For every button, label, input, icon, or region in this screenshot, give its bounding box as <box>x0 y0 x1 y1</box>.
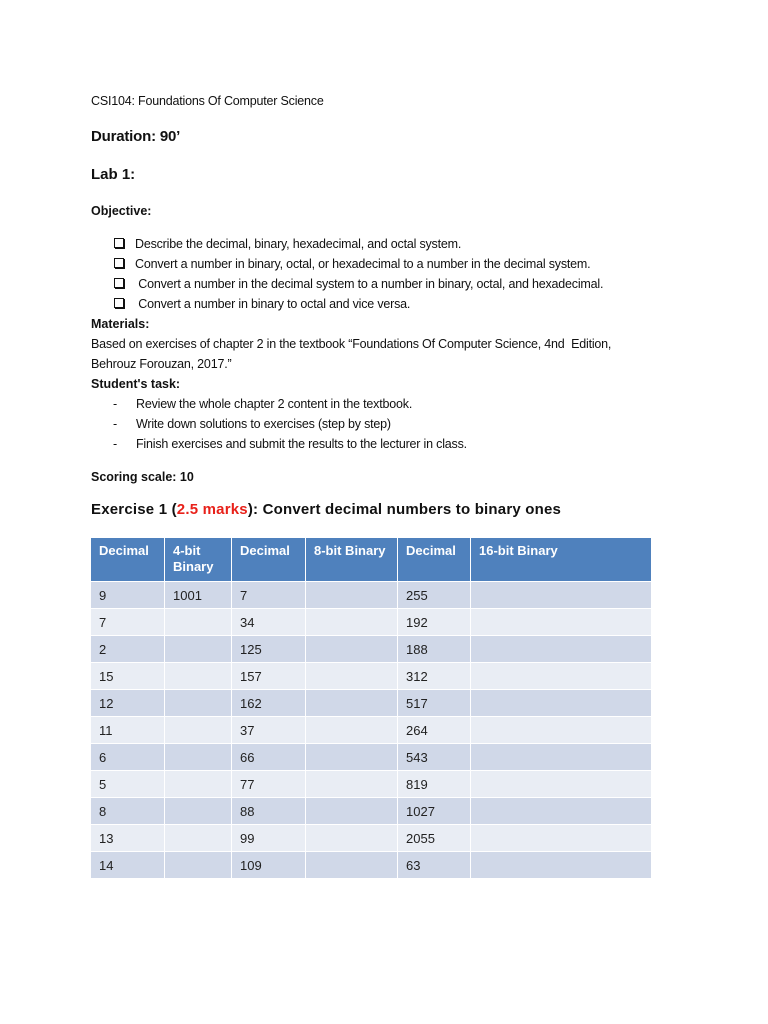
table-cell: 264 <box>398 717 471 744</box>
table-cell <box>165 609 232 636</box>
table-cell: 192 <box>398 609 471 636</box>
dash-bullet: - <box>113 397 117 411</box>
table-cell <box>306 609 398 636</box>
objective-text: Convert a number in the decimal system to a number in binary, octal, and hexadecimal. <box>135 277 604 291</box>
table-cell <box>306 636 398 663</box>
task-text: Finish exercises and submit the results to the lecturer in class. <box>136 437 467 451</box>
checkbox-bullet-icon <box>114 278 124 288</box>
table-cell <box>471 744 652 771</box>
table-cell <box>306 690 398 717</box>
table-row <box>91 717 652 744</box>
table-cell <box>471 717 652 744</box>
student-task-heading: Student's task: <box>91 377 181 391</box>
table-cell: 88 <box>232 798 306 825</box>
table-cell <box>165 798 232 825</box>
table-cell <box>471 798 652 825</box>
scoring-scale: Scoring scale: 10 <box>91 470 194 484</box>
table-cell: 12 <box>91 690 165 717</box>
table-cell: 9 <box>91 582 165 609</box>
column-header: 8-bit Binary <box>306 538 398 582</box>
table-cell: 1027 <box>398 798 471 825</box>
checkbox-bullet-icon <box>114 238 124 248</box>
task-item <box>113 397 412 411</box>
table-cell <box>471 852 652 879</box>
table-cell: 6 <box>91 744 165 771</box>
column-header: 4-bit Binary <box>165 538 232 582</box>
column-header: Decimal <box>232 538 306 582</box>
table-row <box>91 690 652 717</box>
table-cell <box>306 852 398 879</box>
table-row <box>91 744 652 771</box>
column-header: Decimal <box>91 538 165 582</box>
exercise-marks: 2.5 marks <box>176 501 248 518</box>
table-row <box>91 798 652 825</box>
table-row <box>91 636 652 663</box>
table-cell <box>165 690 232 717</box>
dash-bullet: - <box>113 437 117 451</box>
table-cell: 157 <box>232 663 306 690</box>
objective-heading: Objective: <box>91 204 152 218</box>
table-cell: 7 <box>91 609 165 636</box>
table-cell <box>471 690 652 717</box>
table-header-row <box>91 538 652 582</box>
table-cell <box>165 852 232 879</box>
table-cell: 11 <box>91 717 165 744</box>
objective-text: Describe the decimal, binary, hexadecimal, and octal system. <box>135 237 462 251</box>
table-cell <box>165 744 232 771</box>
table-cell: 15 <box>91 663 165 690</box>
table-cell <box>471 771 652 798</box>
table-cell <box>471 636 652 663</box>
table-cell: 2 <box>91 636 165 663</box>
table-cell <box>471 609 652 636</box>
table-cell: 188 <box>398 636 471 663</box>
table-cell: 109 <box>232 852 306 879</box>
checkbox-bullet-icon <box>114 298 124 308</box>
table-cell: 5 <box>91 771 165 798</box>
table-cell: 1001 <box>165 582 232 609</box>
exercise-prefix: Exercise 1 ( <box>91 501 177 518</box>
course-title: CSI104: Foundations Of Computer Science <box>91 94 324 108</box>
lab-heading: Lab 1: <box>91 166 136 183</box>
column-header: Decimal <box>398 538 471 582</box>
checkbox-bullet-icon <box>114 258 124 268</box>
table-cell <box>306 663 398 690</box>
table-cell: 37 <box>232 717 306 744</box>
table-cell: 99 <box>232 825 306 852</box>
task-item <box>113 417 391 431</box>
table-cell <box>306 798 398 825</box>
table-cell <box>165 771 232 798</box>
objective-text: Convert a number in binary, octal, or hexadecimal to a number in the decimal system. <box>135 257 591 271</box>
task-item <box>113 437 467 451</box>
table-cell <box>471 663 652 690</box>
table-cell <box>165 825 232 852</box>
objective-item <box>114 237 461 251</box>
exercise-heading <box>91 501 561 518</box>
exercise-suffix: ): Convert decimal numbers to binary ones <box>247 501 562 518</box>
objective-text: Convert a number in binary to octal and vice versa. <box>135 297 411 311</box>
table-row <box>91 825 652 852</box>
table-row <box>91 852 652 879</box>
table-row <box>91 609 652 636</box>
table-cell: 8 <box>91 798 165 825</box>
table-cell: 14 <box>91 852 165 879</box>
table-row <box>91 771 652 798</box>
table-cell: 77 <box>232 771 306 798</box>
task-text: Review the whole chapter 2 content in the textbook. <box>136 397 413 411</box>
duration-heading: Duration: 90’ <box>91 128 181 145</box>
materials-text-line-2: Behrouz Forouzan, 2017.” <box>91 357 232 371</box>
task-text: Write down solutions to exercises (step by step) <box>136 417 391 431</box>
conversion-table <box>90 537 652 879</box>
table-cell <box>165 717 232 744</box>
table-cell <box>306 717 398 744</box>
table-cell: 819 <box>398 771 471 798</box>
table-cell <box>306 771 398 798</box>
objective-item <box>114 297 410 311</box>
materials-heading: Materials: <box>91 317 150 331</box>
table-cell <box>306 744 398 771</box>
table-cell <box>165 636 232 663</box>
table-cell: 517 <box>398 690 471 717</box>
objective-item <box>114 257 590 271</box>
table-cell: 162 <box>232 690 306 717</box>
table-cell: 7 <box>232 582 306 609</box>
table-cell: 13 <box>91 825 165 852</box>
table-row <box>91 582 652 609</box>
dash-bullet: - <box>113 417 117 431</box>
objective-item <box>114 277 603 291</box>
table-row <box>91 663 652 690</box>
table-cell: 125 <box>232 636 306 663</box>
table-body <box>91 582 652 879</box>
table-cell <box>471 582 652 609</box>
table-cell: 2055 <box>398 825 471 852</box>
table-cell: 66 <box>232 744 306 771</box>
table-cell: 543 <box>398 744 471 771</box>
table-cell <box>306 582 398 609</box>
table-cell: 255 <box>398 582 471 609</box>
table-cell: 312 <box>398 663 471 690</box>
materials-text-line-1: Based on exercises of chapter 2 in the textbook “Foundations Of Computer Science, 4nd Edition, <box>91 337 612 351</box>
table-cell: 34 <box>232 609 306 636</box>
table-cell <box>471 825 652 852</box>
table-cell <box>165 663 232 690</box>
table-cell: 63 <box>398 852 471 879</box>
column-header: 16-bit Binary <box>471 538 652 582</box>
table-cell <box>306 825 398 852</box>
